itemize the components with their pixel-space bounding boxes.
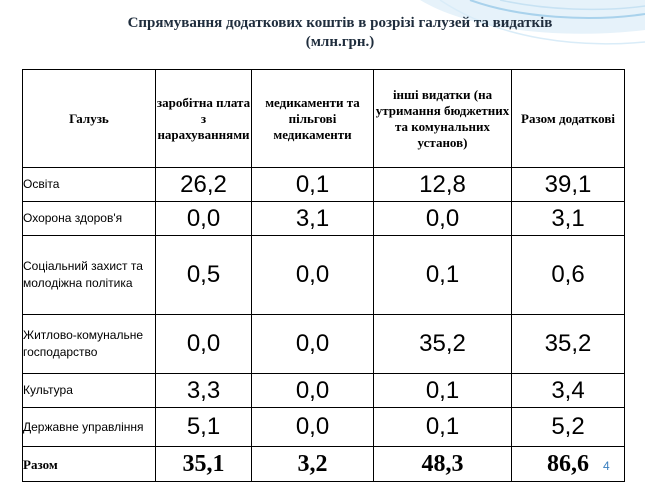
cell-value: 0,1 [374,408,512,447]
slide-title [40,14,640,52]
cell-value: 0,5 [156,236,252,315]
page-number: 4 [603,459,610,473]
cell-value: 0,6 [512,236,625,315]
total-value: 48,3 [374,447,512,482]
row-label: Соціальний захист та молодіжна політика [23,236,156,315]
cell-value: 3,1 [512,202,625,236]
table-row [23,374,625,408]
table-row [23,408,625,447]
total-value: 3,2 [252,447,374,482]
cell-value: 3,3 [156,374,252,408]
total-value: 35,1 [156,447,252,482]
title-line-1: Спрямування додаткових коштів в розрізі галузей та видатків [127,15,553,31]
expenses-table [22,69,625,482]
row-label: Державне управління [23,408,156,447]
cell-value: 3,4 [512,374,625,408]
row-label: Житлово-комунальне господарство [23,315,156,374]
cell-value: 0,1 [374,236,512,315]
header-row [23,70,625,168]
title-line-2: (млн.грн.) [305,34,375,50]
header-total-additional: Разом додаткові [512,70,625,168]
total-row [23,447,625,482]
header-medicines: медикаменти та пільгові медикаменти [252,70,374,168]
cell-value: 35,2 [512,315,625,374]
cell-value: 0,0 [252,408,374,447]
header-salary: заробітна плата з нарахуваннями [156,70,252,168]
row-label: Освіта [23,168,156,202]
row-label: Культура [23,374,156,408]
cell-value: 0,0 [156,202,252,236]
cell-value: 12,8 [374,168,512,202]
cell-value: 0,0 [252,315,374,374]
header-other-expenses: інші видатки (на утримання бюджетних та комунальних установ) [374,70,512,168]
table-row [23,315,625,374]
cell-value: 26,2 [156,168,252,202]
cell-value: 0,0 [374,202,512,236]
table-row [23,168,625,202]
cell-value: 0,0 [252,236,374,315]
cell-value: 0,0 [252,374,374,408]
cell-value: 0,1 [374,374,512,408]
total-value: 86,6 [512,447,625,482]
cell-value: 0,1 [252,168,374,202]
cell-value: 39,1 [512,168,625,202]
cell-value: 0,0 [156,315,252,374]
cell-value: 3,1 [252,202,374,236]
table-row [23,236,625,315]
total-label: Разом [23,447,156,482]
header-sector: Галузь [23,70,156,168]
cell-value: 5,2 [512,408,625,447]
cell-value: 5,1 [156,408,252,447]
table-row [23,202,625,236]
cell-value: 35,2 [374,315,512,374]
row-label: Охорона здоров'я [23,202,156,236]
